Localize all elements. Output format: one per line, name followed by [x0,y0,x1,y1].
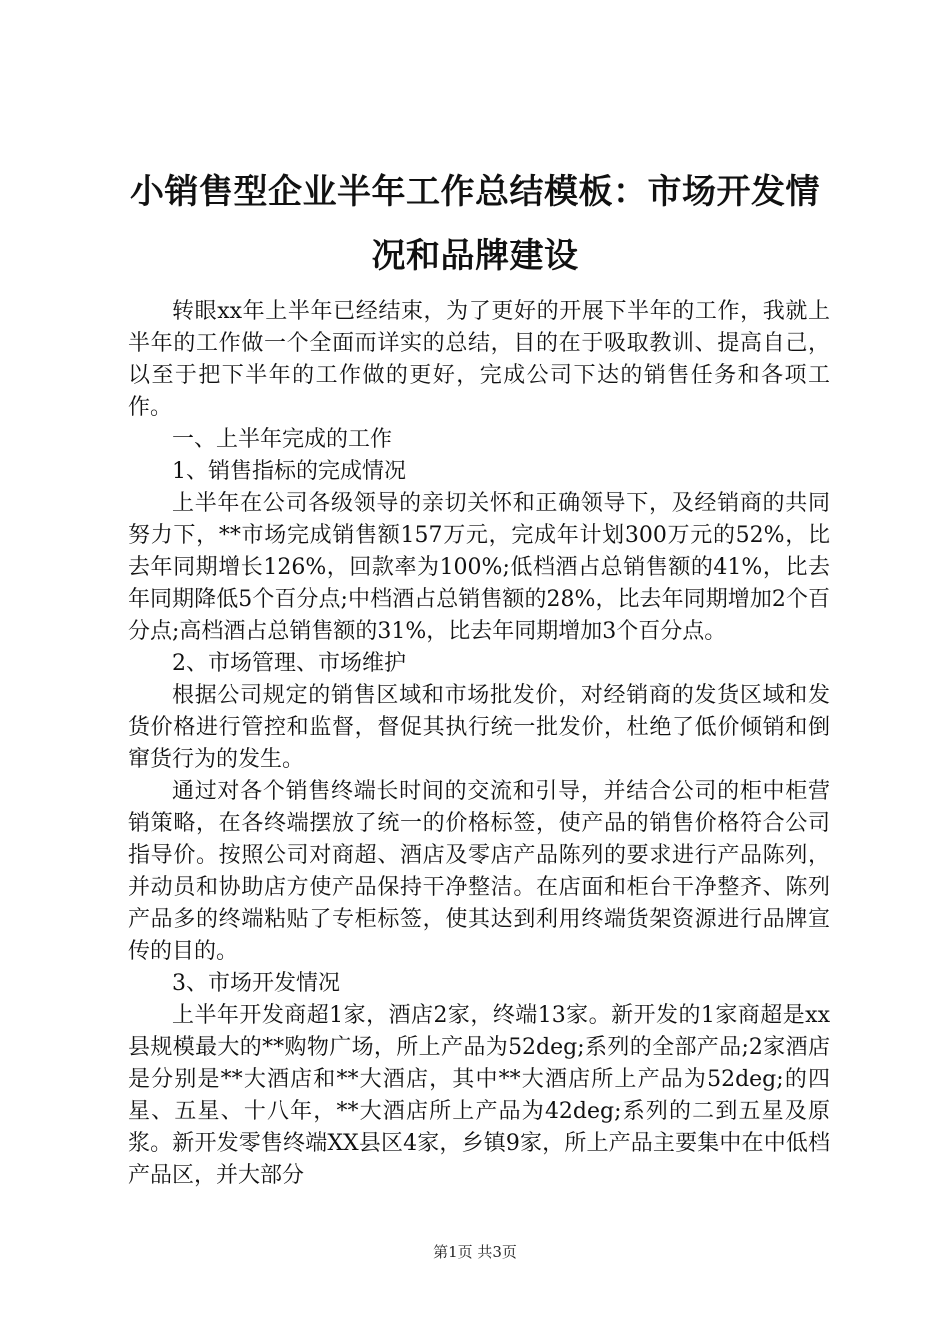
document-title: 小销售型企业半年工作总结模板：市场开发情况和品牌建设 [130,172,820,276]
paragraph-market-control: 根据公司规定的销售区域和市场批发价，对经销商的发货区域和发货价格进行管控和监督，督促其执行统一批发价，杜绝了低价倾销和倒窜货行为的发生。 [128,683,830,772]
paragraph-market-development: 上半年开发商超1家，酒店2家，终端13家。新开发的1家商超是xx县规模最大的**购物广场，所上产品为52deg;系列的全部产品;2家酒店是分别是**大酒店和**大酒店，其中**大酒店所上产品为52deg;的四星、五星、十八年，**大酒店所上产品为42deg;系列的二到五星及原浆。新开发零售终端XX县区4家，乡镇9家，所上产品主要集中在中低档产品区，并大部分 [128,1003,831,1188]
paragraph-sales: 上半年在公司各级领导的亲切关怀和正确领导下，及经销商的共同努力下，**市场完成销售额157万元，完成年计划300万元的52%，比去年同期增长126%，回款率为100%;低档酒占总销售额的41%，比去年同期降低5个百分点;中档酒占总销售额的28%，比去年同期增加2个百分点;高档酒占总销售额的31%，比去年同期增加3个百分点。 [128,491,830,644]
subsection-heading-market-management: 2、市场管理、市场维护 [172,651,406,676]
subsection-heading-sales: 1、销售指标的完成情况 [172,459,406,484]
subsection-heading-market-development: 3、市场开发情况 [172,971,340,996]
document-body [128,296,830,1192]
paragraph-intro: 转眼xx年上半年已经结束，为了更好的开展下半年的工作，我就上半年的工作做一个全面而详实的总结，目的在于吸取教训、提高自己，以至于把下半年的工作做的更好，完成公司下达的销售任务和各项工作。 [128,299,830,420]
page-number-footer: 第1页 共3页 [433,1243,517,1261]
paragraph-terminal-display: 通过对各个销售终端长时间的交流和引导，并结合公司的柜中柜营销策略，在各终端摆放了统一的价格标签，使产品的销售价格符合公司指导价。按照公司对商超、酒店及零店产品陈列的要求进行产品陈列，并动员和协助店方使产品保持干净整洁。在店面和柜台干净整齐、陈列产品多的终端粘贴了专柜标签，使其达到利用终端货架资源进行品牌宣传的目的。 [128,779,830,964]
section-heading-1: 一、上半年完成的工作 [172,427,393,452]
